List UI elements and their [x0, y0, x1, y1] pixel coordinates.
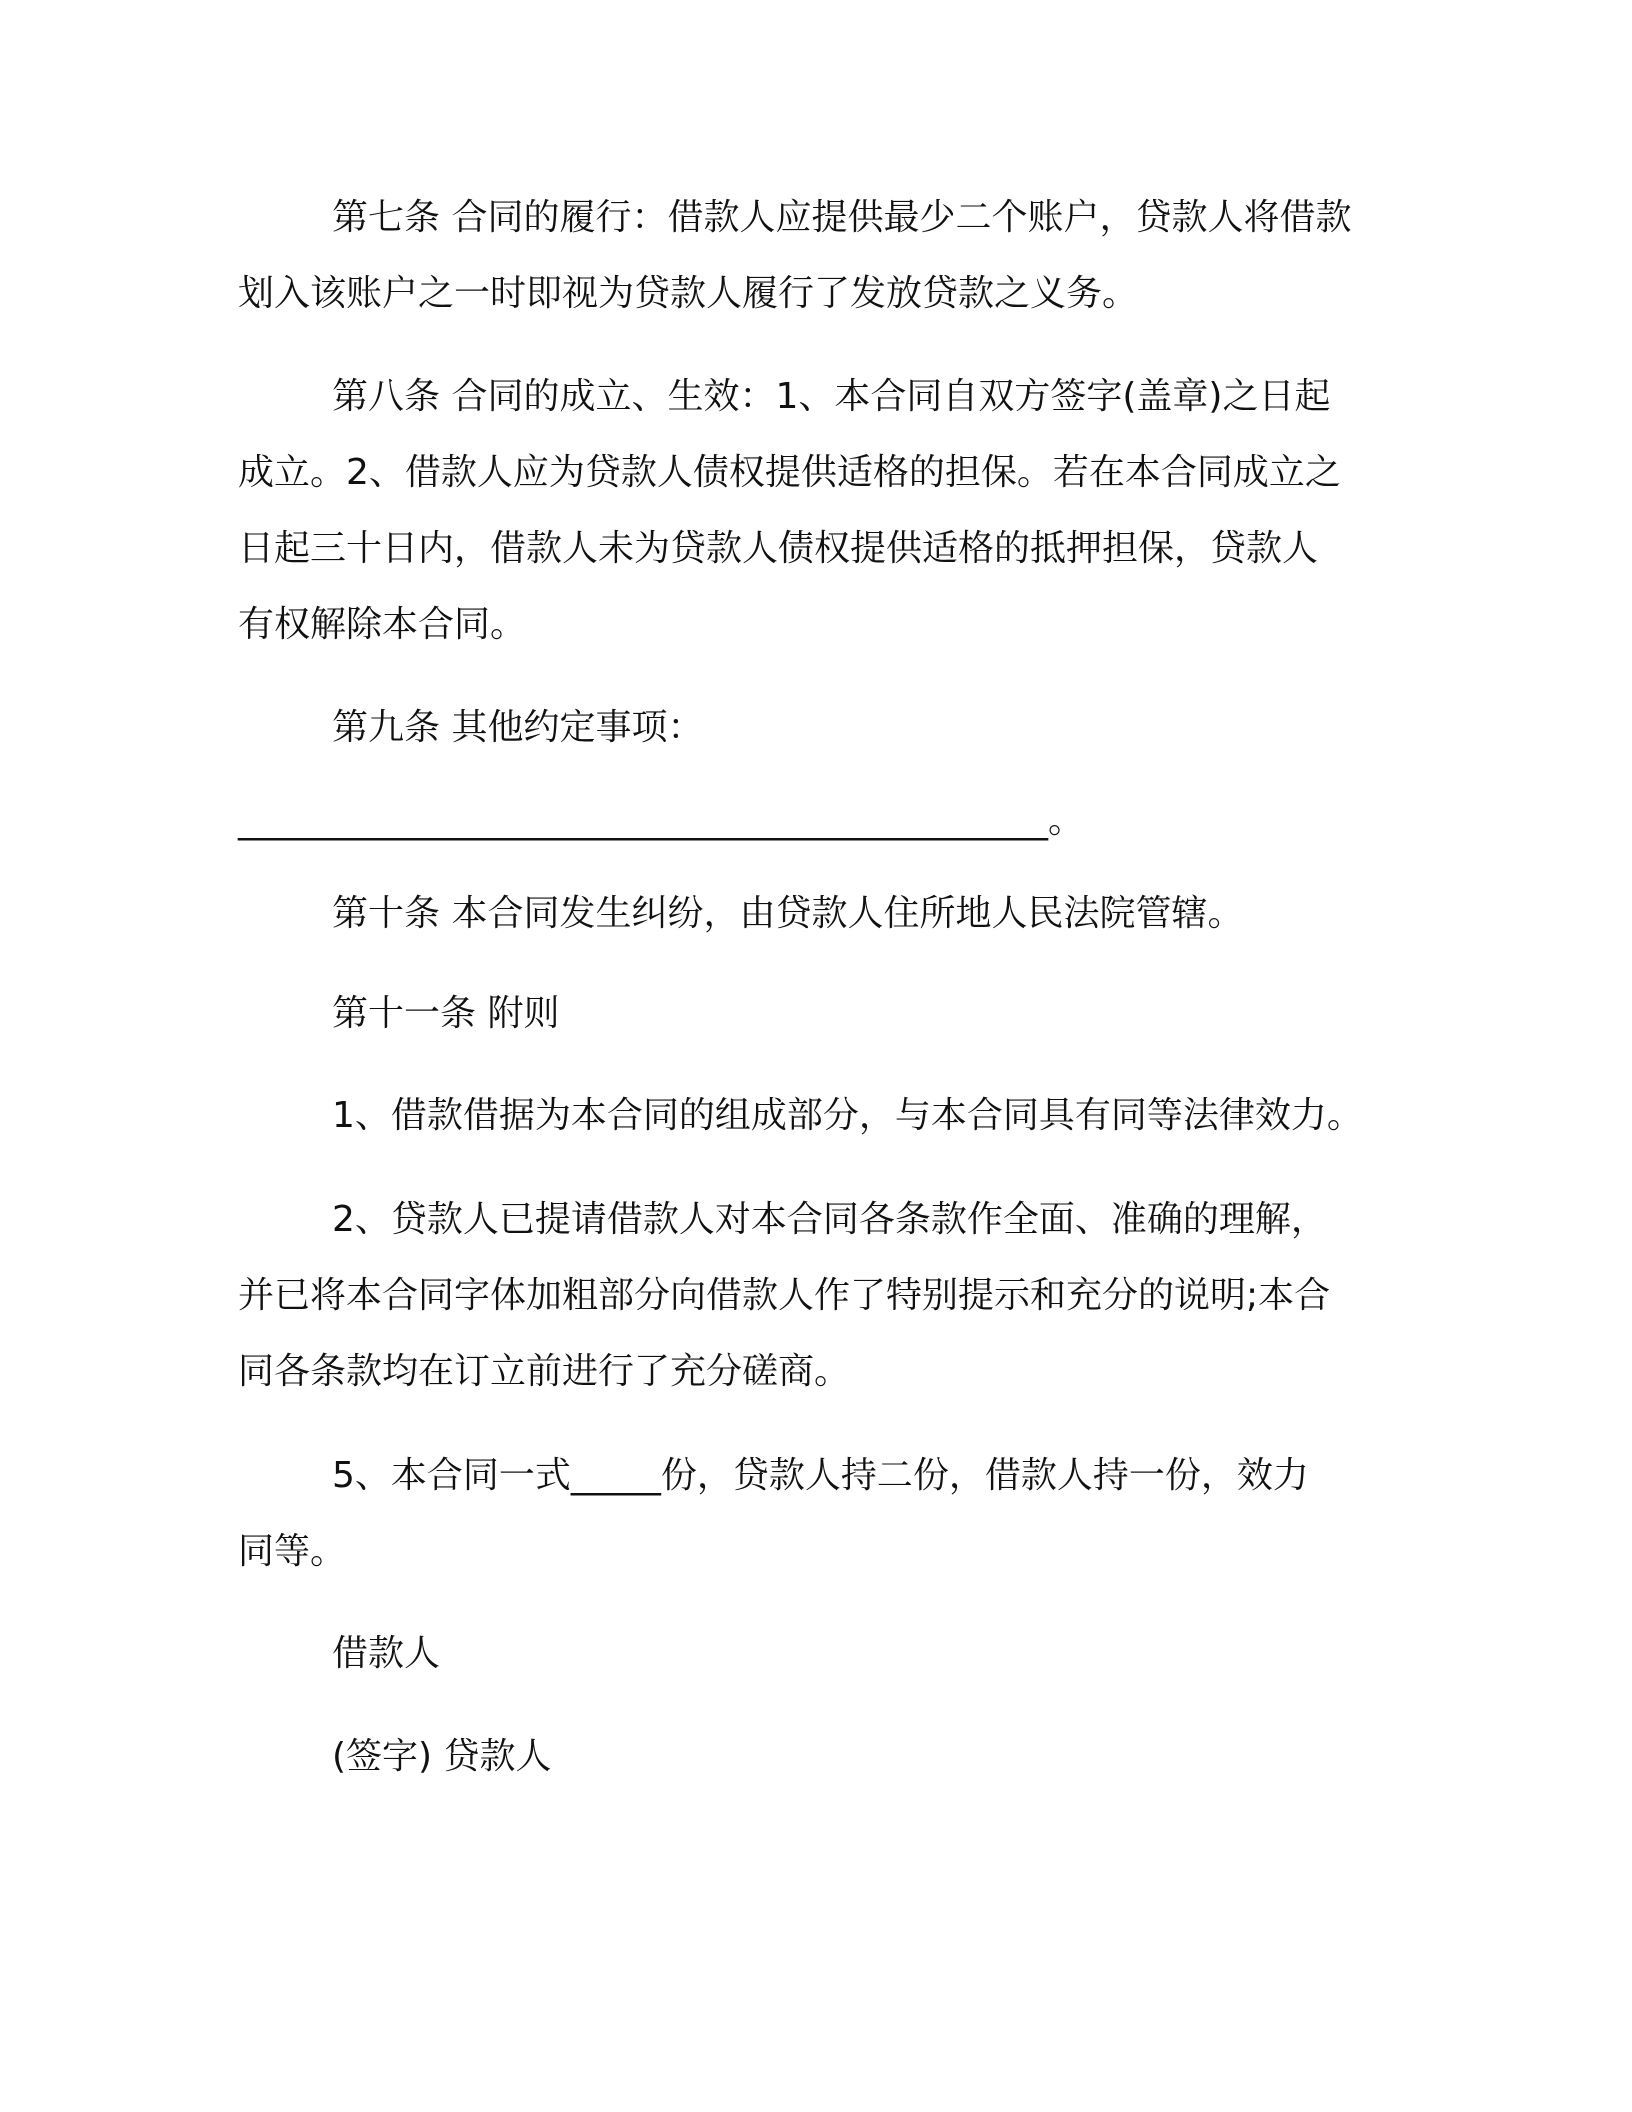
- article-8-line-4: 有权解除本合同。: [238, 604, 527, 645]
- article-11-title: 第十一条 附则: [332, 993, 560, 1034]
- article-7-line-2: 划入该账户之一时即视为贷款人履行了发放贷款之义务。: [238, 273, 1139, 314]
- article-11-item-2-line-2: 并已将本合同字体加粗部分向借款人作了特别提示和充分的说明;本合: [238, 1275, 1331, 1316]
- article-11-item-5-line-2: 同等。: [238, 1531, 347, 1572]
- article-8-line-1: 第八条 合同的成立、生效：1、本合同自双方签字(盖章)之日起: [332, 376, 1331, 417]
- signature-sign-lender-label: (签字) 贷款人: [332, 1736, 552, 1777]
- article-11-item-1: 1、借款借据为本合同的组成部分，与本合同具有同等法律效力。: [332, 1095, 1363, 1136]
- article-11-item-5-line-1: 5、本合同一式_____份，贷款人持二份，借款人持一份，效力: [332, 1455, 1309, 1496]
- article-9-blank-line: _____________________________________________。: [238, 800, 1084, 841]
- article-10-line-1: 第十条 本合同发生纠纷，由贷款人住所地人民法院管辖。: [332, 893, 1244, 934]
- article-11-item-2-line-3: 同各条款均在订立前进行了充分磋商。: [238, 1351, 851, 1392]
- article-9-line-1: 第九条 其他约定事项：: [332, 707, 704, 748]
- article-11-item-2-line-1: 2、贷款人已提请借款人对本合同各条款作全面、准确的理解，: [332, 1199, 1327, 1240]
- article-8-line-3: 日起三十日内，借款人未为贷款人债权提供适格的抵押担保，贷款人: [238, 528, 1319, 569]
- article-7-line-1: 第七条 合同的履行：借款人应提供最少二个账户，贷款人将借款: [332, 197, 1352, 238]
- article-8-line-2: 成立。2、借款人应为贷款人债权提供适格的担保。若在本合同成立之: [238, 452, 1341, 493]
- signature-borrower-label: 借款人: [332, 1633, 441, 1674]
